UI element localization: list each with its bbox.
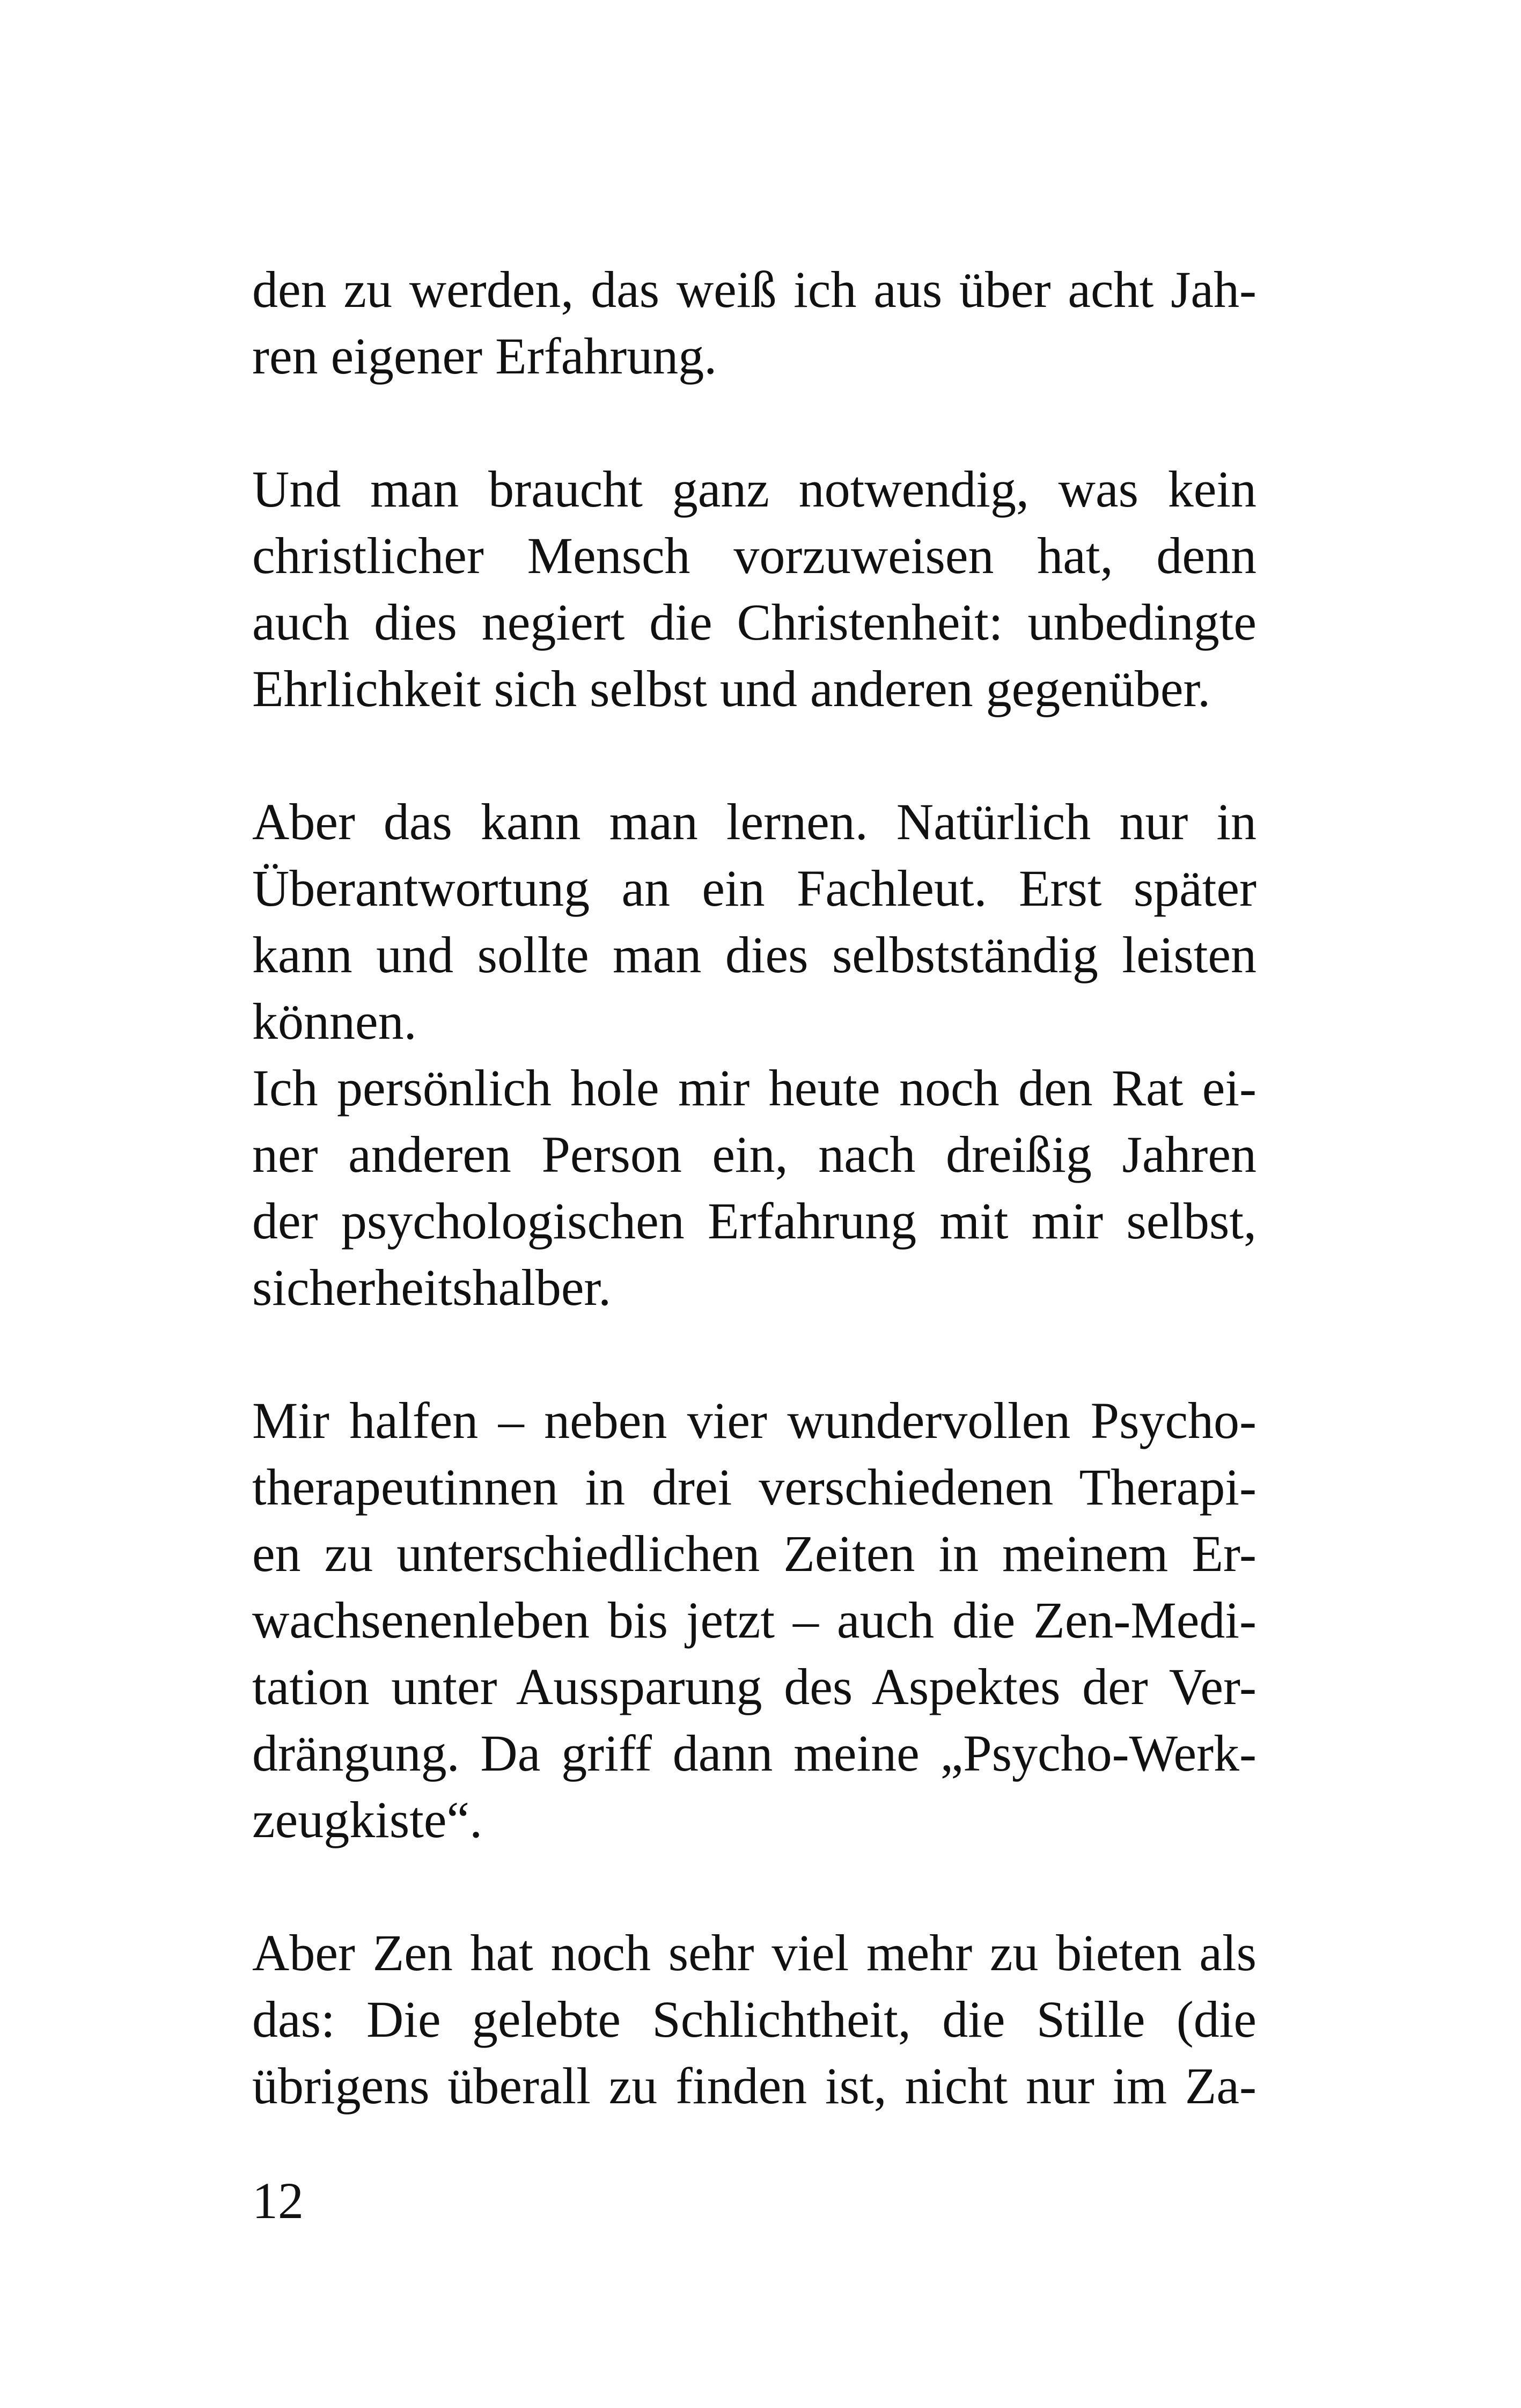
text-line: Ich persönlich hole mir heute noch den Rat ei- [252,1059,1257,1117]
text-line: Und man braucht ganz notwendig, was kein [252,460,1257,518]
paragraph [252,789,1257,1321]
text-line: kann und sollte man dies selbstständig leisten [252,926,1257,983]
text-line: Mir halfen – neben vier wundervollen Psycho- [252,1392,1257,1449]
text-line: können. [252,993,417,1050]
text-line: ren eigener Erfahrung. [252,327,717,385]
paragraph [252,456,1257,722]
text-line: den zu werden, das weiß ich aus über acht Jah- [252,261,1257,318]
text-line: auch dies negiert die Christenheit: unbedingte [252,593,1257,651]
text-line: Ehrlichkeit sich selbst und anderen gegenüber. [252,660,1211,717]
body-text [252,256,1257,2119]
paragraph [252,256,1257,390]
text-line: drängung. Da griff dann meine „Psycho-Werk- [252,1724,1257,1782]
paragraph [252,1920,1257,2119]
text-line: en zu unterschiedlichen Zeiten in meinem Er- [252,1525,1257,1582]
text-line: christlicher Mensch vorzuweisen hat, denn [252,527,1257,584]
page-number: 12 [252,2172,304,2229]
paragraph-gap [252,1853,1257,1920]
paragraph [252,1387,1257,1853]
text-line: tation unter Aussparung des Aspektes der Ver- [252,1658,1257,1715]
text-line: sicherheitshalber. [252,1259,612,1316]
text-line: übrigens überall zu finden ist, nicht nur im Za- [252,2057,1257,2115]
text-line: Aber das kann man lernen. Natürlich nur in [252,793,1257,850]
paragraph-gap [252,1321,1257,1387]
paragraph-gap [252,722,1257,789]
text-line: der psychologischen Erfahrung mit mir selbst, [252,1192,1257,1250]
text-line: therapeutinnen in drei verschiedenen Therapi- [252,1458,1257,1516]
paragraph-gap [252,390,1257,456]
text-line: Überantwortung an ein Fachleut. Erst später [252,860,1257,917]
text-line: ner anderen Person ein, nach dreißig Jahren [252,1126,1257,1183]
text-line: zeugkiste“. [252,1791,483,1848]
text-line: wachsenenleben bis jetzt – auch die Zen-Medi- [252,1591,1257,1649]
text-line: Aber Zen hat noch sehr viel mehr zu bieten als [252,1924,1257,1981]
text-line: das: Die gelebte Schlichtheit, die Stille (die [252,1991,1257,2048]
